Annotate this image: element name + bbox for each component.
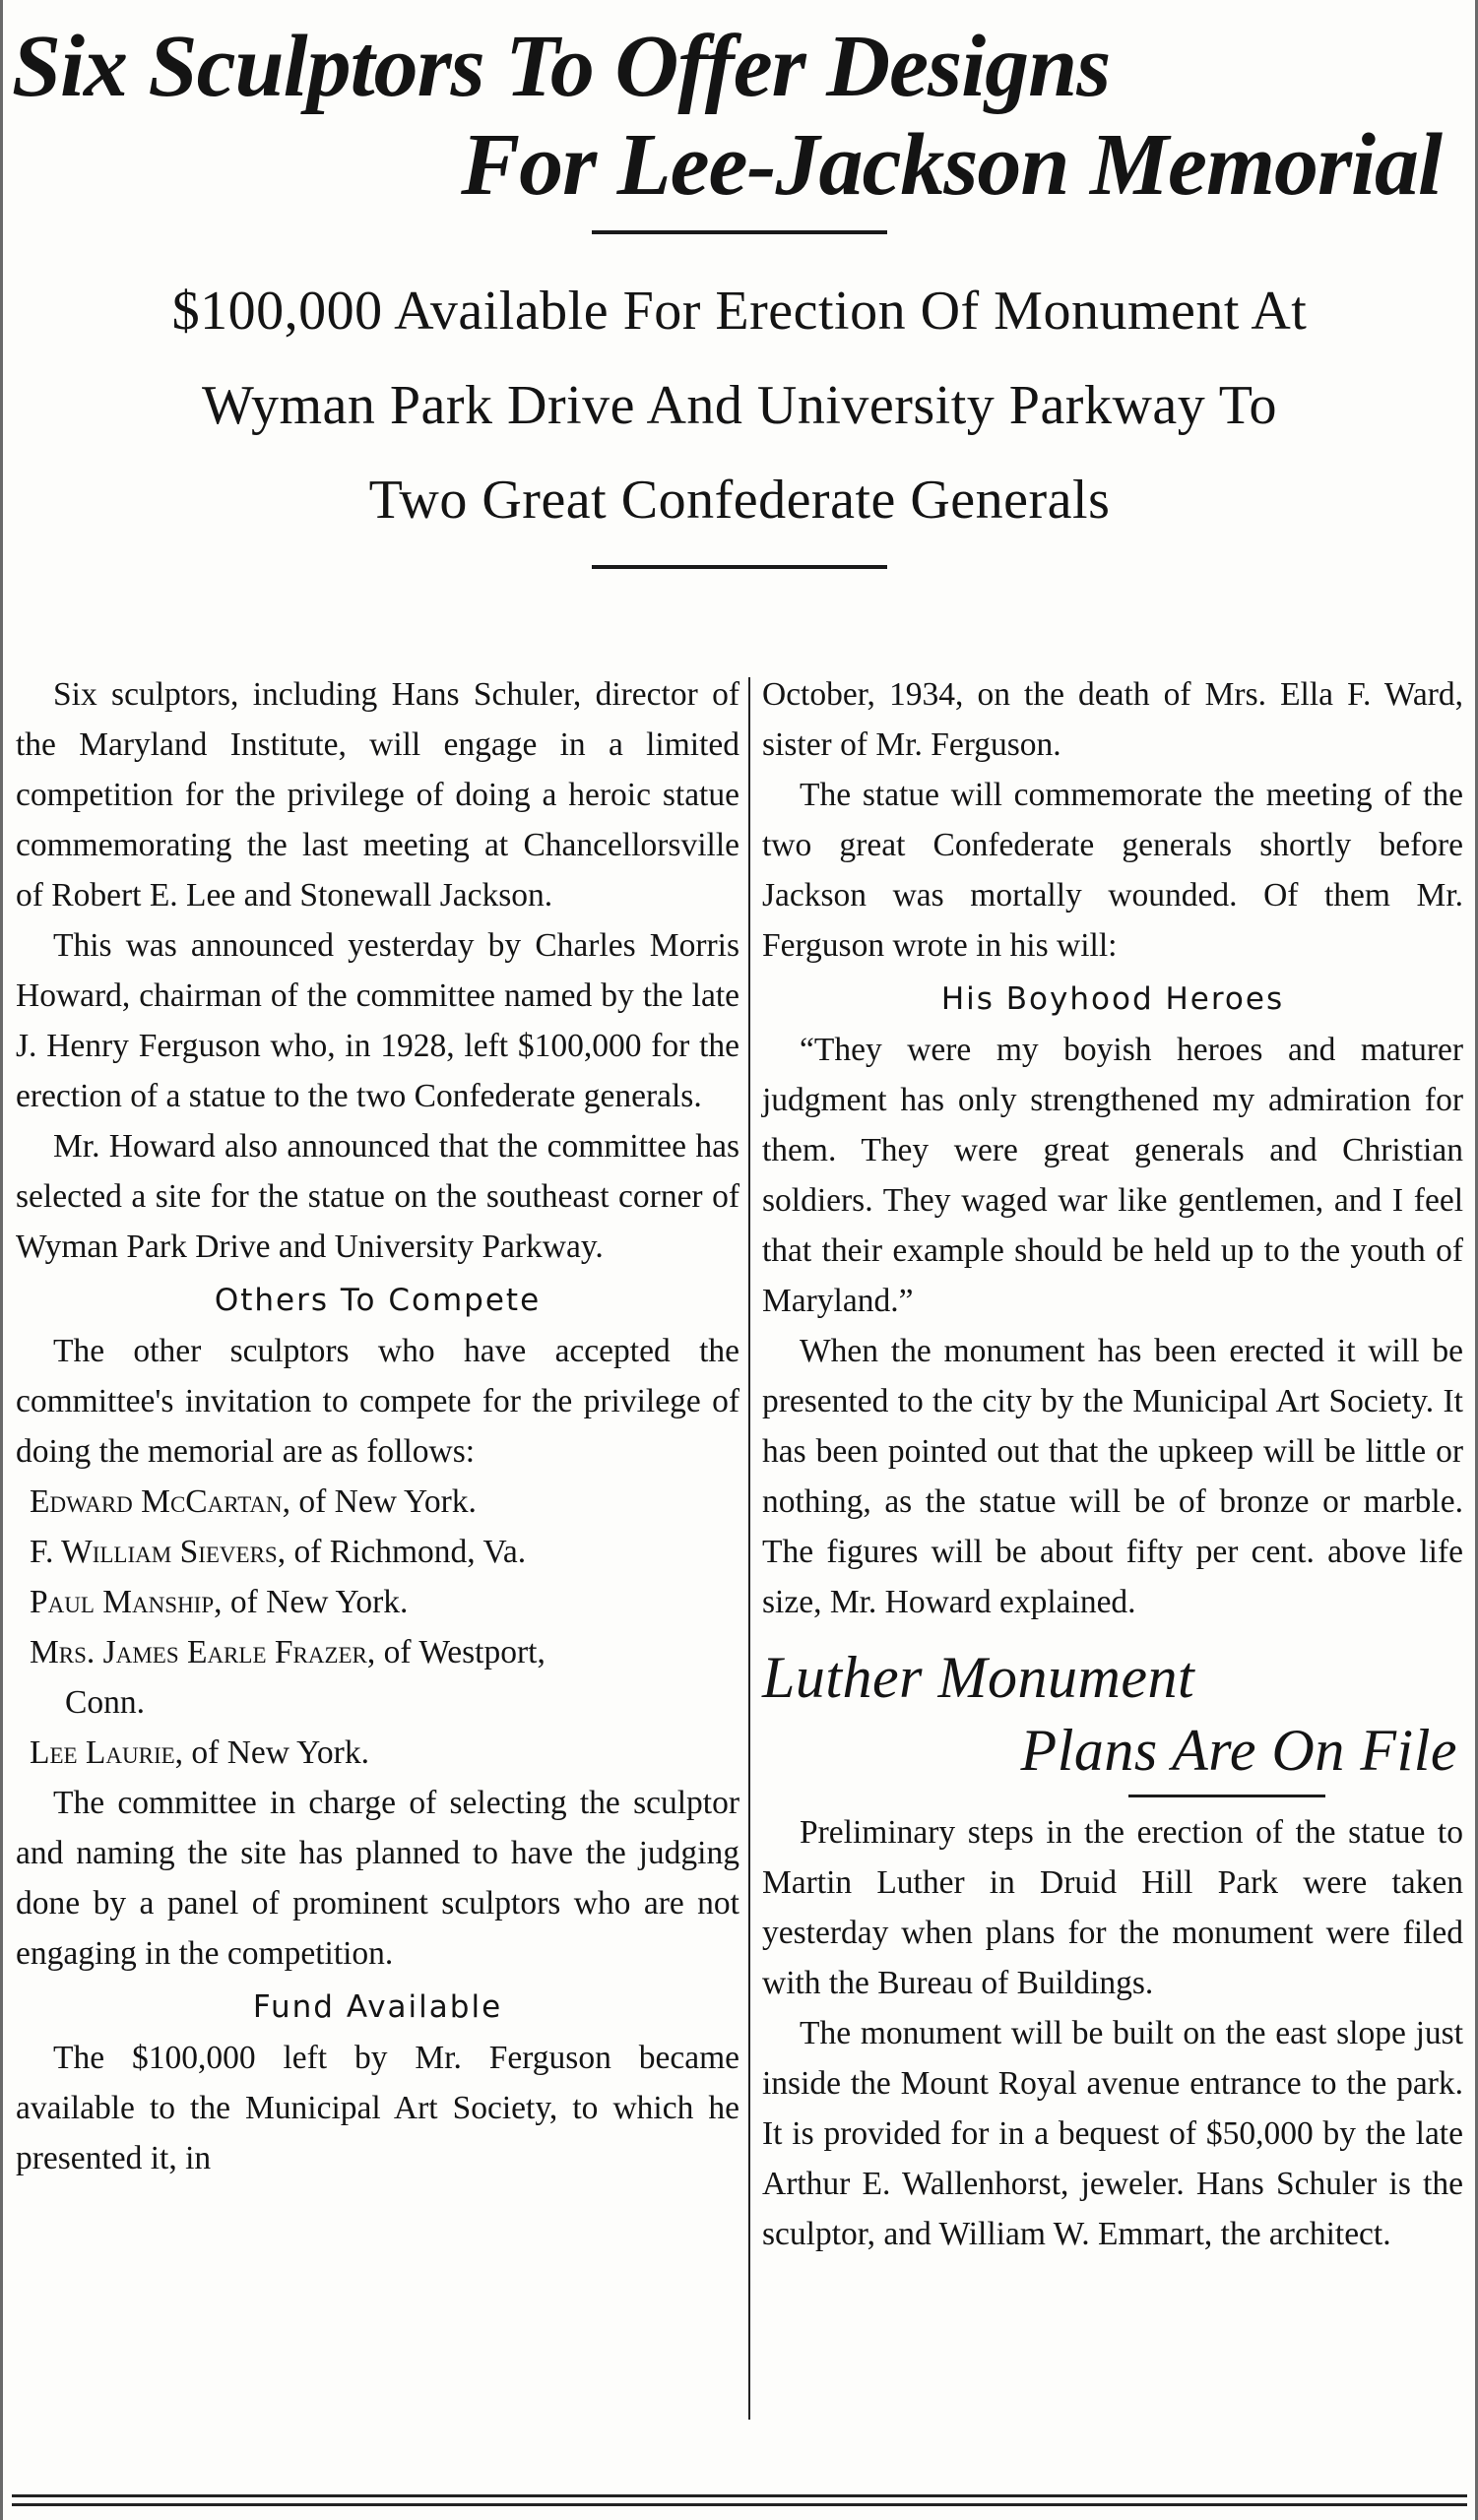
list-item xyxy=(16,1728,739,1778)
sculptor-place: , of New York. xyxy=(214,1584,409,1620)
headline-rule xyxy=(592,230,887,234)
luther-headline-line-2: Plans Are On File xyxy=(1020,1718,1457,1783)
luther-paragraph: Preliminary steps in the erection of the statue to Martin Luther in Druid Hill Park were taken yesterday when plans for the monument were filed with the Bureau of Buildings. xyxy=(762,1814,1463,2001)
sculptor-list xyxy=(16,1477,739,1778)
bottom-rule xyxy=(12,2494,1467,2497)
sculptor-name: Edward McCartan xyxy=(30,1483,283,1520)
article-paragraph: The $100,000 left by Mr. Ferguson became available to the Municipal Art Society, to which he presented it, in xyxy=(16,2040,739,2176)
subhead-others-to-compete: Others To Compete xyxy=(214,1283,542,1318)
deck-headline xyxy=(12,264,1467,547)
sculptor-place: , of Westport, xyxy=(366,1634,546,1670)
article-paragraph: The other sculptors who have accepted the committee's invitation to compete for the privilege of doing the memorial are as follows: xyxy=(16,1333,739,1470)
luther-headline-line-1: Luther Monument xyxy=(762,1645,1195,1710)
sculptor-place: , of Richmond, Va. xyxy=(277,1534,527,1570)
article-quote: “They were my boyish heroes and maturer judgment has only strengthened my admiration for them. They were great generals and Christian soldiers. They waged war like gentlemen, and I feel that their example should be held up to the youth of Maryland.” xyxy=(762,1032,1463,1319)
deck-line-2: Wyman Park Drive And University Parkway To xyxy=(201,375,1278,436)
article-paragraph: This was announced yesterday by Charles Morris Howard, chairman of the committee named by the late J. Henry Ferguson who, in 1928, left $100,000 for the erection of a statue to the two Confederate generals. xyxy=(16,927,739,1114)
article-paragraph: The statue will commemorate the meeting of the two great Confederate generals shortly before Jackson was mortally wounded. Of them Mr. Ferguson wrote in his will: xyxy=(762,777,1463,964)
newspaper-clipping xyxy=(12,0,1467,2520)
sculptor-name: F. William Sievers xyxy=(30,1534,278,1570)
subhead-fund-available: Fund Available xyxy=(252,1989,503,2025)
headline-line-1: Six Sculptors To Offer Designs xyxy=(12,18,1111,115)
sculptor-name: Lee Laurie xyxy=(30,1734,175,1771)
article-paragraph: Six sculptors, including Hans Schuler, director of the Maryland Institute, will engage in a limited competition for the privilege of doing a heroic statue commemorating the last meeting at Chancellorsville of Robert E. Lee and Stonewall Jackson. xyxy=(16,676,739,914)
deck-line-3: Two Great Confederate Generals xyxy=(368,470,1111,531)
subhead-his-boyhood-heroes: His Boyhood Heroes xyxy=(940,981,1285,1017)
sculptor-name: Paul Manship xyxy=(30,1584,215,1620)
list-item xyxy=(16,1527,739,1577)
main-headline xyxy=(12,0,1467,215)
article-paragraph: The committee in charge of selecting the sculptor and naming the site has planned to have the judging done by a panel of prominent sculptors who are not engaging in the competition. xyxy=(16,1785,739,1972)
luther-paragraph: The monument will be built on the east slope just inside the Mount Royal avenue entrance to the park. It is provided for in a bequest of $50,000 by the late Arthur E. Wallenhorst, jeweler. Hans Schuler is the sculptor, and William W. Emmart, the architect. xyxy=(762,2015,1463,2252)
luther-rule xyxy=(1128,1795,1325,1797)
deck-rule xyxy=(592,565,887,569)
sculptor-name: Mrs. James Earle Frazer xyxy=(30,1634,367,1670)
article-column-left xyxy=(16,669,739,2183)
article-column-right xyxy=(762,669,1463,2259)
article-paragraph: When the monument has been erected it will be presented to the city by the Municipal Art Society. It has been pointed out that the upkeep will be little or nothing, as the statue will be of bronze or marble. The figures will be about fifty per cent. above life size, Mr. Howard explained. xyxy=(762,1333,1463,1620)
list-item xyxy=(16,1577,739,1627)
list-item xyxy=(16,1477,739,1527)
deck-line-1: $100,000 Available For Erection Of Monument At xyxy=(171,281,1308,342)
sculptor-place: , of New York. xyxy=(282,1483,477,1520)
headline-line-2: For Lee-Jackson Memorial xyxy=(461,116,1442,214)
article-paragraph: October, 1934, on the death of Mrs. Ella F. Ward, sister of Mr. Ferguson. xyxy=(762,676,1463,763)
article-paragraph: Mr. Howard also announced that the committee has selected a site for the statue on the southeast corner of Wyman Park Drive and University Parkway. xyxy=(16,1128,739,1265)
bottom-rule xyxy=(12,2503,1467,2506)
sculptor-place: , of New York. xyxy=(174,1734,369,1771)
list-item xyxy=(16,1627,739,1728)
column-divider xyxy=(748,677,750,2420)
sculptor-place-continued: Conn. xyxy=(65,1684,145,1721)
article-columns xyxy=(12,669,1467,2481)
page-edge-left xyxy=(0,0,3,2520)
luther-headline xyxy=(762,1641,1463,1787)
